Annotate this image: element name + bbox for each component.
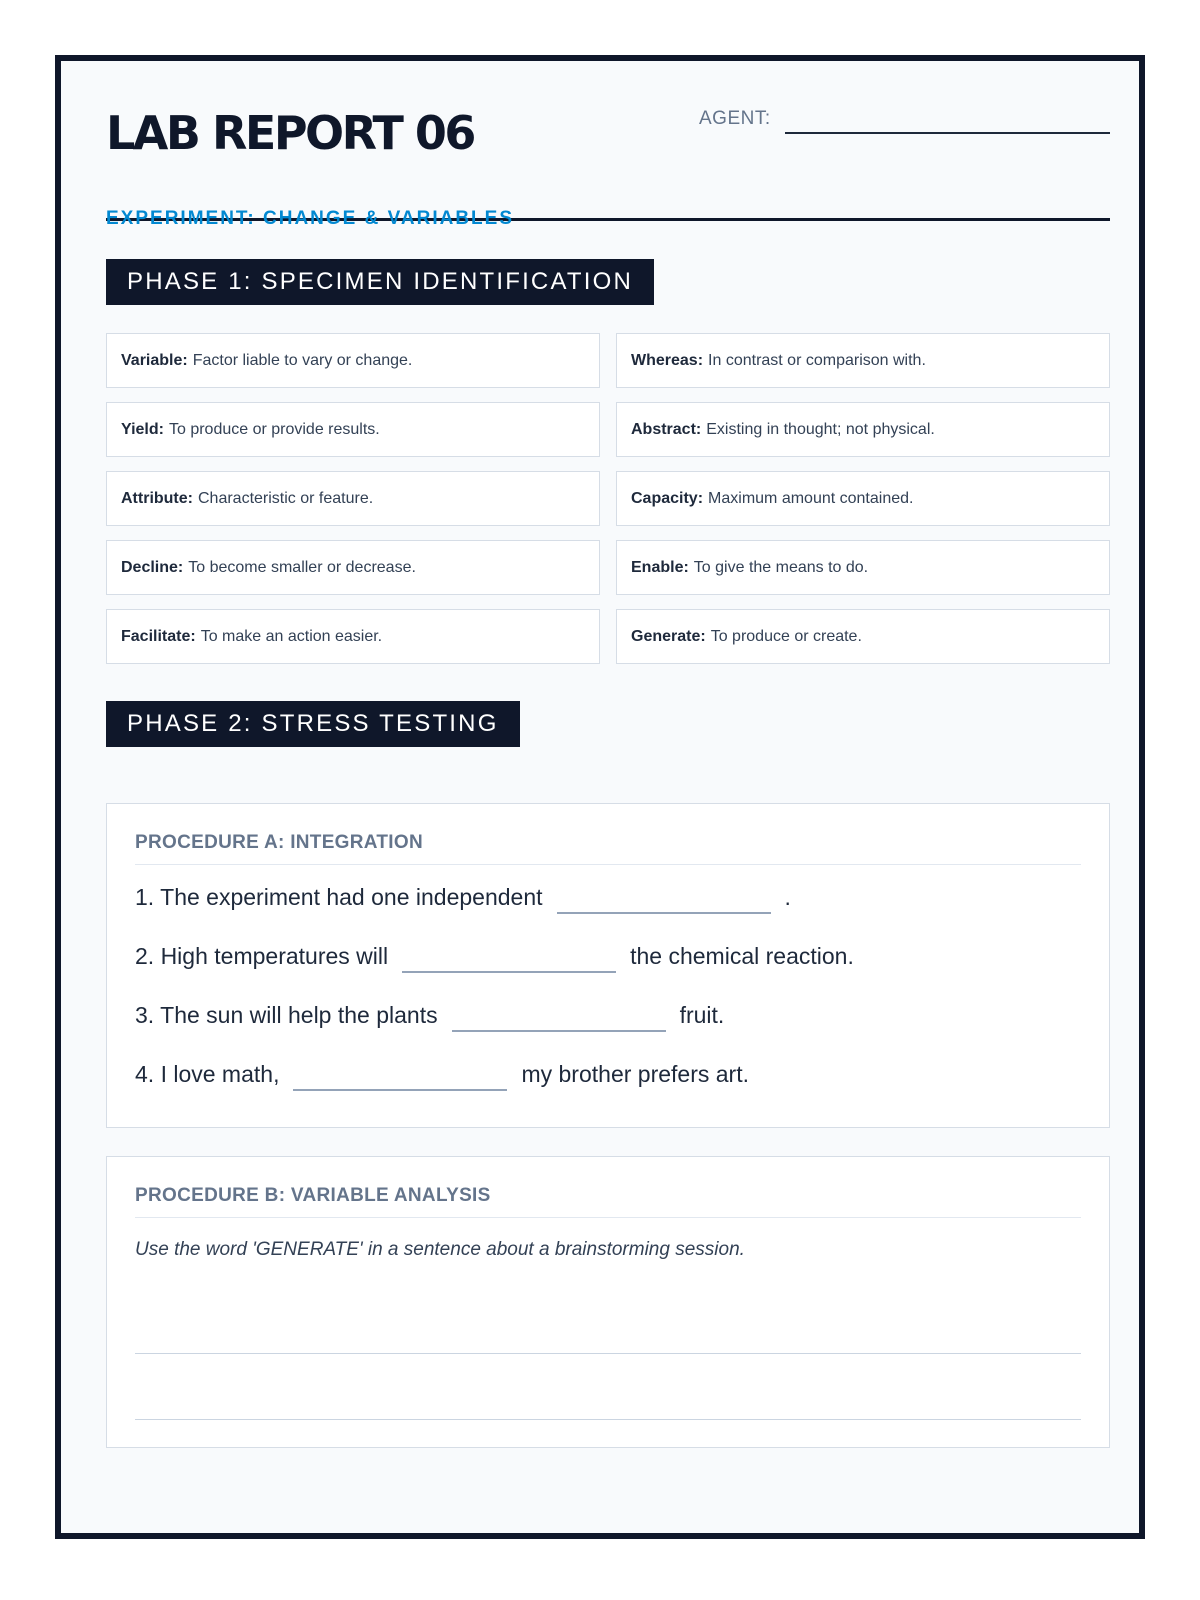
vocab-card-whereas (616, 333, 1110, 388)
vocab-card-yield (106, 402, 600, 457)
question-text: 4. I love math, (135, 1061, 280, 1087)
vocab-term: Abstract: (631, 420, 702, 438)
question-text-after: my brother prefers art. (521, 1061, 749, 1087)
vocab-card-generate (616, 609, 1110, 664)
agent-field (699, 106, 1110, 136)
vocab-card-enable (616, 540, 1110, 595)
phase-2-heading: PHASE 2: STRESS TESTING (106, 701, 520, 747)
vocab-card-capacity (616, 471, 1110, 526)
question-3 (135, 1002, 724, 1038)
vocab-definition: Maximum amount contained. (708, 489, 914, 507)
answer-blank[interactable] (557, 884, 771, 914)
question-text: 2. High temperatures will (135, 943, 389, 969)
vocab-term: Yield: (121, 420, 164, 438)
vocab-term: Facilitate: (121, 627, 196, 645)
answer-blank[interactable] (452, 1002, 666, 1032)
question-text-after: the chemical reaction. (630, 943, 854, 969)
vocab-term: Whereas: (631, 351, 704, 369)
question-text: 1. The experiment had one independent (135, 884, 543, 910)
answer-blank[interactable] (402, 943, 616, 973)
vocab-definition: To make an action easier. (200, 627, 383, 645)
experiment-subtitle: EXPERIMENT: CHANGE & VARIABLES (106, 208, 515, 229)
vocab-definition: To give the means to do. (693, 558, 869, 576)
agent-name-line[interactable] (785, 132, 1110, 134)
procedure-b-title: PROCEDURE B: VARIABLE ANALYSIS (135, 1185, 1081, 1218)
agent-label: AGENT: (699, 108, 771, 129)
page-title: LAB REPORT 06 (106, 106, 474, 160)
procedure-b-box (106, 1156, 1110, 1448)
vocab-card-variable (106, 333, 600, 388)
question-text-after: fruit. (679, 1002, 725, 1028)
vocab-card-decline (106, 540, 600, 595)
procedure-a-box (106, 803, 1110, 1128)
phase-1-heading: PHASE 1: SPECIMEN IDENTIFICATION (106, 259, 654, 305)
worksheet-page (55, 55, 1145, 1539)
procedure-a-title: PROCEDURE A: INTEGRATION (135, 832, 1081, 865)
procedure-b-instruction: Use the word 'GENERATE' in a sentence about a brainstorming session. (135, 1239, 745, 1260)
vocab-term: Generate: (631, 627, 706, 645)
vocab-term: Variable: (121, 351, 188, 369)
vocab-definition: To produce or provide results. (168, 420, 380, 438)
vocab-definition: Existing in thought; not physical. (706, 420, 935, 438)
writing-line[interactable] (135, 1353, 1081, 1354)
vocab-card-abstract (616, 402, 1110, 457)
vocab-definition: In contrast or comparison with. (708, 351, 926, 369)
vocab-definition: To produce or create. (710, 627, 862, 645)
vocab-term: Decline: (121, 558, 184, 576)
vocabulary-grid (106, 333, 1110, 664)
report-header (106, 106, 1110, 229)
question-2 (135, 943, 854, 979)
vocab-definition: Characteristic or feature. (197, 489, 374, 507)
vocab-term: Attribute: (121, 489, 193, 507)
vocab-definition: Factor liable to vary or change. (192, 351, 413, 369)
question-4 (135, 1061, 749, 1097)
answer-blank[interactable] (293, 1061, 507, 1091)
writing-line[interactable] (135, 1419, 1081, 1420)
question-text: 3. The sun will help the plants (135, 1002, 438, 1028)
vocab-term: Enable: (631, 558, 689, 576)
vocab-card-facilitate (106, 609, 600, 664)
question-text-after: . (784, 884, 791, 910)
vocab-term: Capacity: (631, 489, 704, 507)
question-1 (135, 884, 791, 920)
vocab-card-attribute (106, 471, 600, 526)
vocab-definition: To become smaller or decrease. (188, 558, 416, 576)
